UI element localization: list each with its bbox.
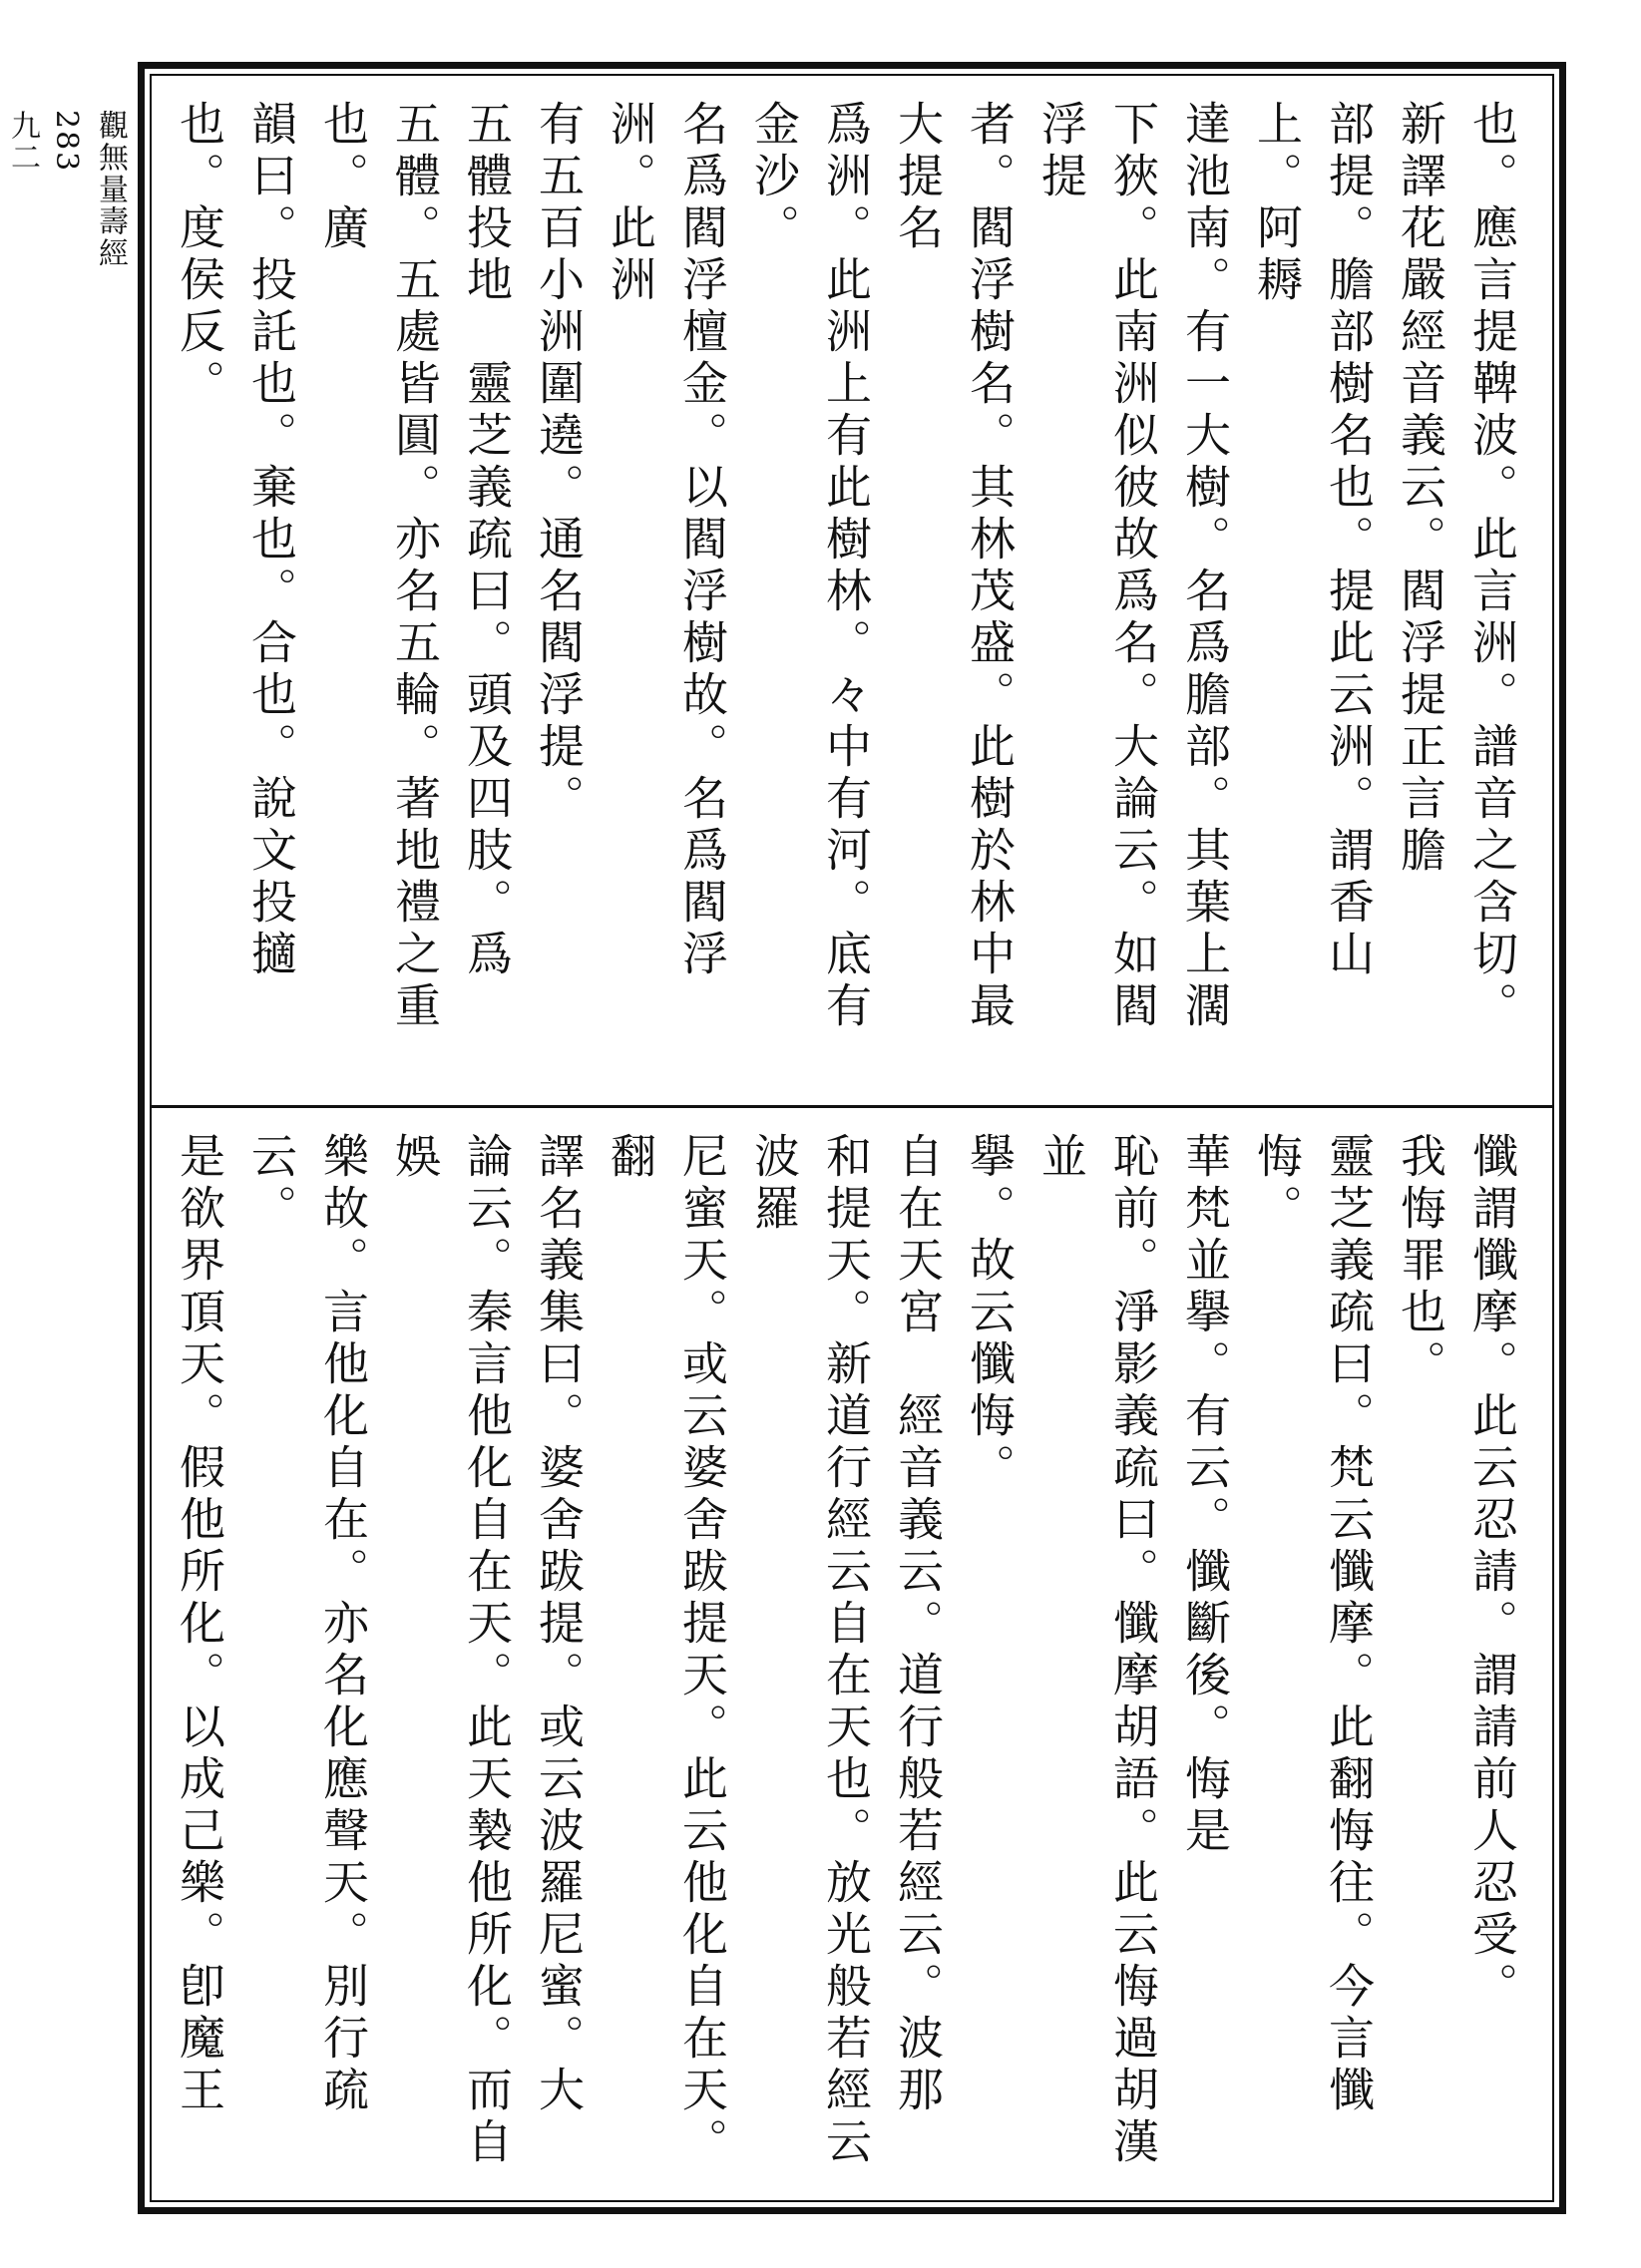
text-line: 我悔罪也。 (1394, 1132, 1447, 1391)
running-head (5, 110, 132, 828)
text-line: 譯名義集曰。婆舍跋提。或云波羅尼蜜。大 (532, 1132, 586, 2117)
top-text-block (172, 100, 1528, 1077)
text-line: 爲洲。此洲上有此樹林。々中有河。底有金沙。 (747, 100, 873, 1033)
text-line: 擧。故云懺悔。 (963, 1132, 1017, 1495)
book-title: 觀無量壽經 (93, 110, 128, 269)
text-line: 樂故。言他化自在。亦名化應聲天。別行疏云。 (244, 1132, 370, 2117)
text-line: 是欲界頂天。假他所化。以成己樂。卽魔王 (173, 1132, 226, 2117)
text-line: 五體投地 靈芝義疏曰。頭及四肢。爲 (460, 100, 514, 981)
text-line: 尼蜜天。或云婆舍跋提天。此云他化自在天。翻 (604, 1132, 729, 2169)
text-line: 恥前。淨影義疏曰。懺摩胡語。此云悔過胡漢並 (1034, 1132, 1160, 2169)
text-line: 部提。膽部樹名也。提此云洲。謂香山上。阿耨 (1250, 100, 1376, 981)
text-line: 有五百小洲圍遶。通名閻浮提。 (532, 100, 586, 826)
text-line: 懺謂懺摩。此云忍請。謂請前人忍受。 (1465, 1132, 1519, 2014)
book-number: 283 (49, 110, 84, 174)
text-line: 自在天宮 經音義云。道行般若經云。波那 (891, 1132, 945, 2117)
section-divider (152, 1105, 1552, 1108)
text-line: 下狹。此南洲似彼故爲名。大論云。如閻浮提 (1034, 100, 1160, 1033)
text-line: 名爲閻浮檀金。以閻浮樹故。名爲閻浮洲。此洲 (604, 100, 729, 981)
text-line: 靈芝義疏曰。梵云懺摩。此翻悔往。今言懺悔。 (1250, 1132, 1376, 2117)
text-line: 者。閻浮樹名。其林茂盛。此樹於林中最大提名 (891, 100, 1017, 1033)
text-line: 韻曰。投託也。棄也。合也。說文投擿也。度侯反。 (173, 100, 298, 981)
bottom-text-block (172, 1132, 1528, 2179)
text-line: 也。應言提鞞波。此言洲。譜音之含切。 (1465, 100, 1519, 1033)
text-line: 論云。秦言他化自在天。此天褺他所化。而自娛 (388, 1132, 514, 2169)
page-number: 九二 (5, 110, 40, 174)
text-line: 達池南。有一大樹。名爲膽部。其葉上濶 (1178, 100, 1232, 1033)
text-line: 新譯花嚴經音義云。閻浮提正言膽 (1394, 100, 1447, 878)
text-line: 華梵並擧。有云。懺斷後。悔是 (1178, 1132, 1232, 1858)
text-line: 和提天。新道行經云自在天也。放光般若經云波羅 (747, 1132, 873, 2169)
text-line: 五體。五處皆圓。亦名五輪。著地禮之重也。廣 (316, 100, 442, 1033)
